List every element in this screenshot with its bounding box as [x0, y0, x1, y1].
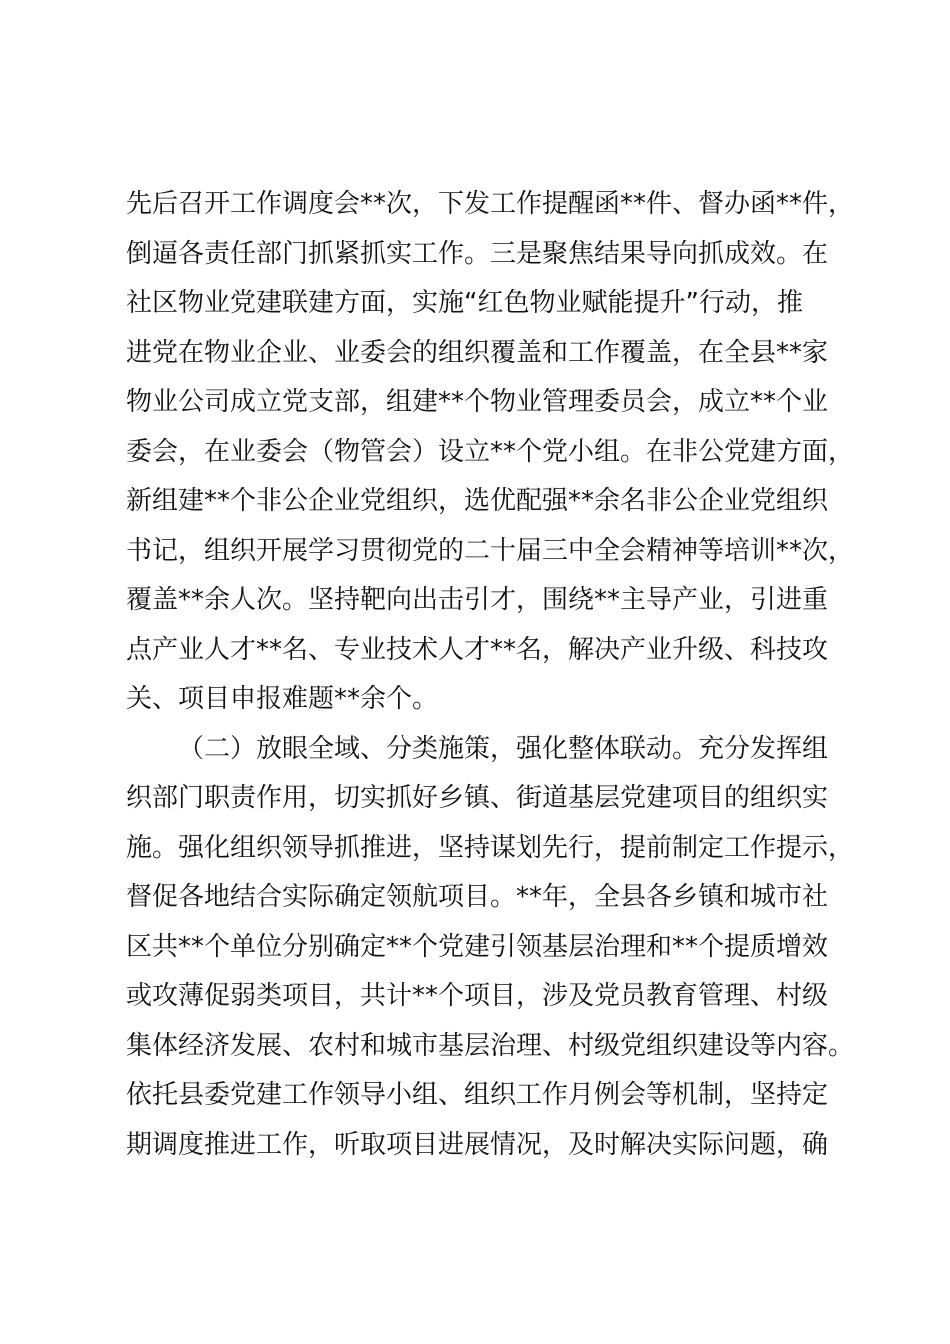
text-line: 先后召开工作调度会**次，下发工作提醒函**件、督办函**件，: [126, 189, 855, 219]
text-line: 社区物业党建联建方面，实施“红色物业赋能提升”行动，推: [126, 288, 803, 318]
text-line: 倒逼各责任部门抓紧抓实工作。三是聚焦结果导向抓成效。在: [126, 238, 829, 269]
text-line: 依托县委党建工作领导小组、组织工作月例会等机制，坚持定: [126, 1080, 829, 1110]
text-line: 委会，在业委会（物管会）设立**个党小组。在非公党建方面，: [126, 436, 855, 467]
text-line: 点产业人才**名、专业技术人才**名，解决产业升级、科技攻: [126, 634, 829, 665]
text-line: 施。强化组织领导抓推进，坚持谋划先行，提前制定工作提示，: [126, 832, 855, 863]
body-text: [126, 180, 866, 1170]
text-line: 新组建**个非公企业党组织，选优配强**余名非公企业党组织: [126, 486, 829, 516]
text-line: 覆盖**余人次。坚持靶向出击引才，围绕**主导产业，引进重: [126, 585, 829, 615]
text-line: 进党在物业企业、业委会的组织覆盖和工作覆盖，在全县**家: [126, 337, 829, 368]
text-line: 书记，组织开展学习贯彻党的二十届三中全会精神等培训**次，: [126, 535, 855, 566]
section-heading-line: （二）放眼全域、分类施策，强化整体联动。充分发挥组: [178, 733, 829, 764]
text-line: 督促各地结合实际确定领航项目。**年，全县各乡镇和城市社: [126, 882, 829, 912]
text-line: 或攻薄促弱类项目，共计**个项目，涉及党员教育管理、村级: [126, 981, 829, 1011]
text-line: 织部门职责作用，切实抓好乡镇、街道基层党建项目的组织实: [126, 783, 829, 813]
text-line: 期调度推进工作，听取项目进展情况，及时解决实际问题，确: [126, 1129, 829, 1160]
text-line: 集体经济发展、农村和城市基层治理、村级党组织建设等内容。: [126, 1030, 855, 1061]
text-line: 关、项目申报难题**余个。: [126, 684, 439, 714]
text-line: 区共**个单位分别确定**个党建引领基层治理和**个提质增效: [126, 931, 829, 962]
text-line: 物业公司成立党支部，组建**个物业管理委员会，成立**个业: [126, 387, 829, 417]
